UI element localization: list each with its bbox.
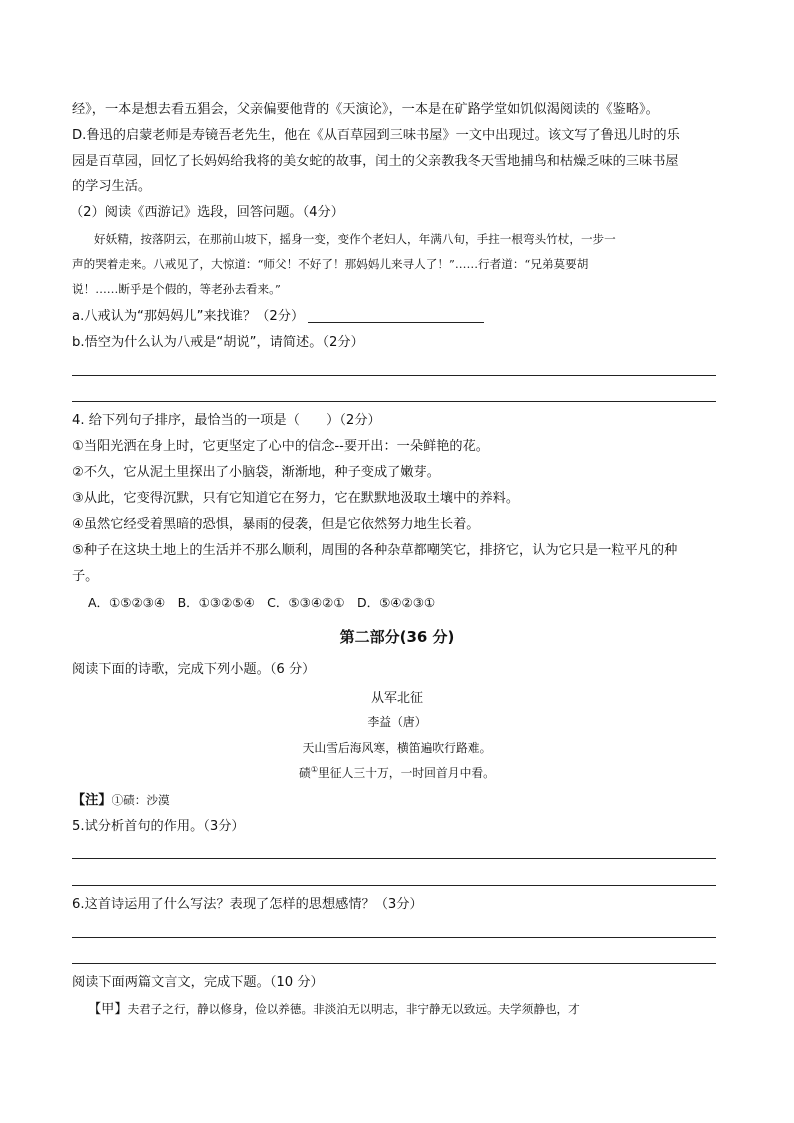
footnote-mark: ① — [310, 765, 318, 775]
q3-option-d-line2: 园是百草园，回忆了长妈妈给我将的美女蛇的故事，闰土的父亲教我冬天雪地捕鸟和枯燥乏味的三味书屋 — [72, 154, 679, 169]
q4-sentence-2: ②不久，它从泥土里探出了小脑袋，渐渐地，种子变成了嫩芽。 — [72, 465, 440, 480]
answer-line-b2[interactable] — [72, 401, 716, 402]
q4-sentence-5-line2: 子。 — [72, 569, 99, 584]
q3-option-d-line3: 的学习生活。 — [72, 179, 152, 194]
q3-option-c-tail: 经》，一本是想去看五猖会，父亲偏要他背的《天演论》，一本是在矿路学堂如饥似渴阅读的《鉴略》。 — [72, 102, 659, 117]
excerpt-line1: 好妖精，按落阴云，在那前山坡下，摇身一变，变作个老妇人，年满八旬，手拄一根弯头竹杖，一步一 — [94, 232, 616, 246]
q3-part2-prompt: （2）阅读《西游记》选段，回答问题。（4分） — [70, 205, 344, 220]
excerpt-line3: 说！……断乎是个假的，等老孙去看来。” — [72, 282, 281, 296]
q4-sentence-5-line1: ⑤种子在这块土地上的生活并不那么顺利，周围的各种杂草都嘲笑它，排挤它，认为它只是一粒平凡的种 — [72, 543, 678, 558]
poem-intro: 阅读下面的诗歌，完成下列小题。（6 分） — [72, 662, 316, 677]
poem-line-2-rest: 里征人三十万，一时回首月中看。 — [318, 766, 495, 780]
classical-text-jia: 夫君子之行，静以修身，俭以养德。非淡泊无以明志，非宁静无以致远。夫学须静也，才 — [127, 1002, 580, 1016]
note-label: 【注】 — [72, 793, 112, 808]
answer-line-q6-1[interactable] — [72, 937, 716, 938]
poem-author: 李益（唐） — [367, 715, 427, 729]
answer-line-b1[interactable] — [72, 375, 716, 376]
q4-sentence-1: ①当阳光洒在身上时，它更坚定了心中的信念--要开出：一朵鲜艳的花。 — [72, 439, 489, 454]
classical-passage-jia — [88, 999, 580, 1020]
question-6: 6.这首诗运用了什么写法？表现了怎样的思想感情？（3分） — [72, 897, 423, 912]
poem-note — [72, 790, 170, 811]
q3-option-d-line1: D.鲁迅的启蒙老师是寿镜吾老先生，他在《从百草园到三味书屋》一文中出现过。该文写了鲁迅儿时的乐 — [72, 128, 680, 143]
part-two-title: 第二部分(36 分) — [339, 628, 455, 646]
excerpt-line2: 声的哭着走来。八戒见了，大惊道：“师父！不好了！那妈妈儿来寻人了！”……行者道：“兄弟莫要胡 — [72, 257, 589, 271]
q4-sentence-4: ④虽然它经受着黑暗的恐惧，暴雨的侵袭，但是它依然努力地生长着。 — [72, 517, 480, 532]
answer-blank-a[interactable] — [308, 308, 484, 323]
poem-line-2-start: 碛 — [299, 766, 311, 780]
answer-line-q5-1[interactable] — [72, 858, 716, 859]
q4-stem: 4. 给下列句子排序，最恰当的一项是（ ）（2分） — [72, 413, 381, 428]
answer-line-q6-2[interactable] — [72, 963, 716, 964]
poem-line-1: 天山雪后海风寒，横笛遍吹行路难。 — [302, 741, 492, 755]
q4-sentence-3: ③从此，它变得沉默，只有它知道它在努力，它在默默地汲取土壤中的养料。 — [72, 491, 520, 506]
answer-line-q5-2[interactable] — [72, 885, 716, 886]
poem-title: 从军北征 — [370, 691, 423, 706]
note-text: ①碛：沙漠 — [111, 793, 170, 807]
sub-question-a-text: a.八戒认为“那妈妈儿”来找谁？（2分） — [72, 309, 305, 324]
question-5: 5.试分析首句的作用。（3分） — [72, 819, 245, 834]
sub-question-b: b.悟空为什么认为八戒是“胡说”，请简述。（2分） — [72, 335, 364, 350]
sub-question-a — [72, 307, 484, 327]
poem-line-2 — [0, 764, 794, 781]
classical-label-jia: 【甲】 — [88, 1002, 128, 1017]
classical-intro: 阅读下面两篇文言文，完成下题。（10 分） — [72, 975, 324, 990]
q4-options: A．①⑤②③④ B．①③②⑤④ C．⑤③④②① D．⑤④②③① — [88, 595, 436, 610]
